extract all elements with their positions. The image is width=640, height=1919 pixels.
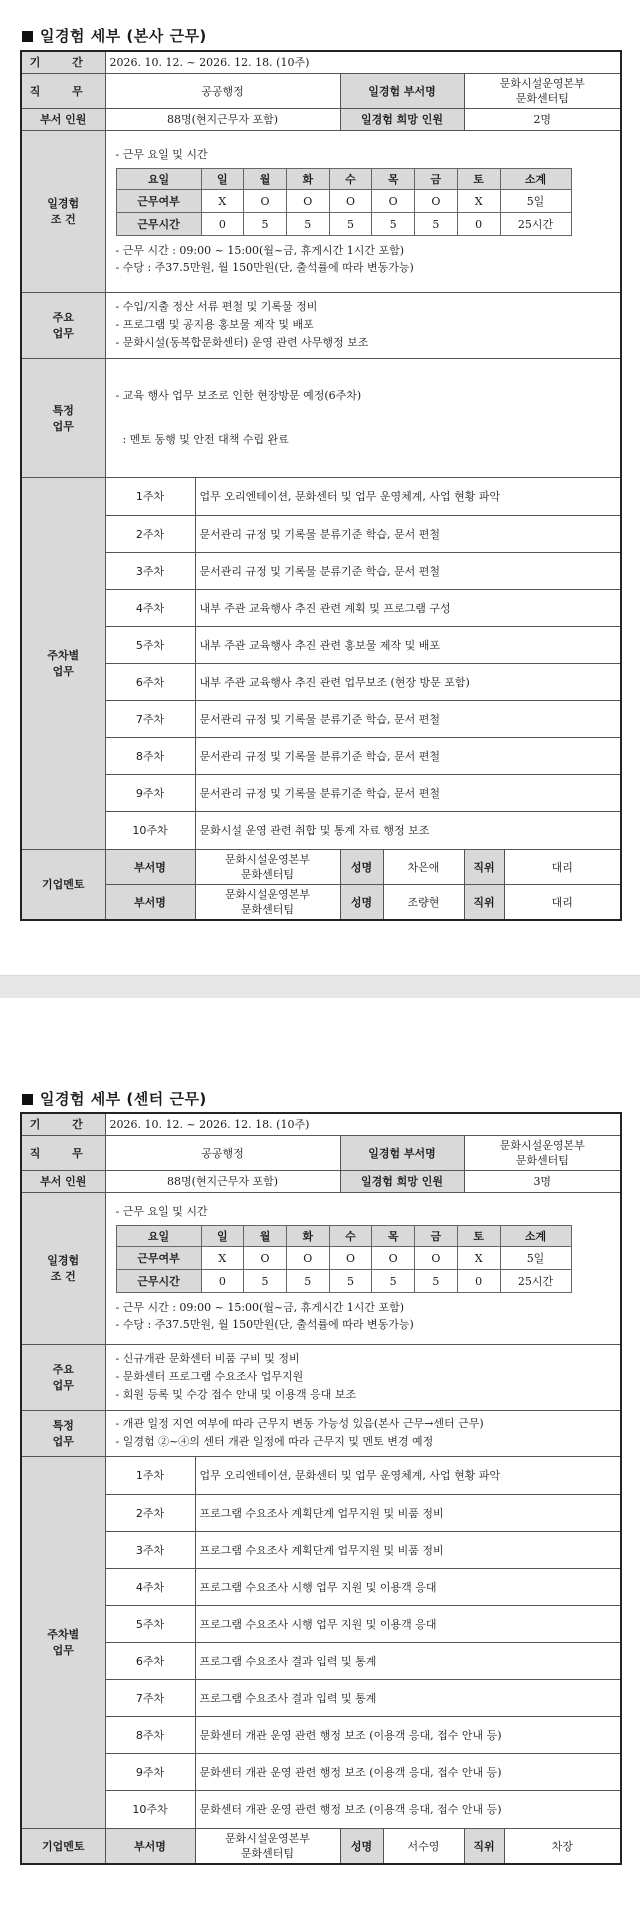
- special-duty-item: - 일경험 ②~④의 센터 개관 일정에 따라 근무지 및 멘토 변경 예정: [115, 1435, 434, 1448]
- schedule-cell: 25시간: [500, 213, 571, 236]
- mentor-label: 기업멘토: [21, 849, 105, 920]
- schedule-cell: 5일: [500, 1247, 571, 1270]
- table-row: [21, 1605, 621, 1642]
- week-number: 5주차: [105, 626, 195, 663]
- week-task: 문화센터 개관 운영 관련 행정 보조 (이용객 응대, 접수 안내 등): [195, 1716, 621, 1753]
- staff-value: 88명(현지근무자 포함): [105, 1170, 340, 1192]
- schedule-cell: 5: [372, 1270, 415, 1293]
- schedule-header: 금: [415, 1226, 458, 1247]
- week-number: 6주차: [105, 1642, 195, 1679]
- schedule-cell: 5: [286, 1270, 329, 1293]
- special-duty-item: - 개관 일정 지연 여부에 따라 근무지 변동 가능성 있음(본사 근무→센터 근무): [115, 1417, 484, 1430]
- week-task: 내부 주관 교육행사 추진 관련 계획 및 프로그램 구성: [195, 589, 621, 626]
- week-task: 프로그램 수요조사 결과 입력 및 통계: [195, 1642, 621, 1679]
- schedule-header: 목: [372, 169, 415, 190]
- want-value: 2명: [464, 108, 621, 130]
- schedule-cell: O: [329, 190, 372, 213]
- table-row: [21, 1790, 621, 1828]
- week-number: 10주차: [105, 811, 195, 849]
- period-label: 기 간: [21, 51, 105, 73]
- period-row: [21, 51, 621, 73]
- schedule-header: 월: [244, 169, 287, 190]
- table-row: [21, 700, 621, 737]
- week-number: 1주차: [105, 1456, 195, 1494]
- week-number: 4주차: [105, 1568, 195, 1605]
- schedule-cell: 5: [329, 1270, 372, 1293]
- dept-value: 문화시설운영본부 문화센터팀: [464, 1135, 621, 1170]
- week-task: 프로그램 수요조사 계획단계 업무지원 및 비품 정비: [195, 1531, 621, 1568]
- week-task: 프로그램 수요조사 시행 업무 지원 및 이용객 응대: [195, 1605, 621, 1642]
- condition-cell: [105, 1192, 621, 1344]
- mentor-pos-label: 직위: [464, 1828, 504, 1864]
- schedule-cell: O: [286, 190, 329, 213]
- table-row: [21, 552, 621, 589]
- square-bullet-icon: [22, 31, 33, 42]
- mentor-dept-label: 부서명: [105, 1828, 195, 1864]
- duty-label: 직 무: [21, 1135, 105, 1170]
- week-task: 문화시설 운영 관련 취합 및 통계 자료 행정 보조: [195, 811, 621, 849]
- schedule-table: [116, 1225, 572, 1293]
- week-number: 7주차: [105, 1679, 195, 1716]
- schedule-header: 목: [372, 1226, 415, 1247]
- schedule-header: 소계: [500, 169, 571, 190]
- staff-label: 부서 인원: [21, 108, 105, 130]
- main-duty-label: 주요 업무: [21, 1344, 105, 1410]
- schedule-header: 일: [201, 1226, 244, 1247]
- week-task: 프로그램 수요조사 계획단계 업무지원 및 비품 정비: [195, 1494, 621, 1531]
- weekly-label: 주차별 업무: [21, 1456, 105, 1828]
- schedule-cell: O: [244, 1247, 287, 1270]
- main-duty-item: - 수입/지출 정산 서류 편철 및 기록물 정비: [115, 300, 318, 313]
- main-duty-item: - 회원 등록 및 수강 접수 안내 및 이용객 응대 보조: [115, 1388, 357, 1401]
- mentor-name: 차은애: [407, 860, 440, 874]
- schedule-cell: O: [244, 190, 287, 213]
- mentor-dept-label: 부서명: [105, 849, 195, 884]
- mentor-name-label: 성명: [341, 850, 384, 884]
- schedule-cell: 5: [244, 213, 287, 236]
- schedule-cell: 0: [201, 1270, 244, 1293]
- mentor-dept: 문화시설운영본부 문화센터팀: [195, 849, 340, 884]
- main-duty-item: - 문화시설(동복합문화센터) 운영 관련 사무행정 보조: [115, 336, 369, 349]
- week-number: 8주차: [105, 737, 195, 774]
- table-row: [21, 663, 621, 700]
- schedule-cell: O: [372, 190, 415, 213]
- mentor-pos: 대리: [504, 849, 621, 884]
- week-task: 문서관리 규정 및 기록물 분류기준 학습, 문서 편철: [195, 552, 621, 589]
- week-task: 문화센터 개관 운영 관련 행정 보조 (이용객 응대, 접수 안내 등): [195, 1790, 621, 1828]
- main-duty-item: - 프로그램 및 공지용 홍보물 제작 및 배포: [115, 318, 314, 331]
- week-number: 2주차: [105, 515, 195, 552]
- dept-label: 일경험 부서명: [340, 1135, 464, 1170]
- mentor-name: 서수영: [407, 1839, 440, 1853]
- mentor-dept: 문화시설운영본부 문화센터팀: [195, 1828, 340, 1864]
- main-duty-label: 주요 업무: [21, 292, 105, 358]
- week-number: 3주차: [105, 552, 195, 589]
- schedule-table: [116, 168, 572, 236]
- schedule-cell: O: [415, 1247, 458, 1270]
- mentor-name-label: 성명: [341, 1829, 384, 1863]
- duty-label: 직 무: [21, 73, 105, 108]
- week-task: 내부 주관 교육행사 추진 관련 업무보조 (현장 방문 포함): [195, 663, 621, 700]
- schedule-cell: 25시간: [500, 1270, 571, 1293]
- staff-value: 88명(현지근무자 포함): [105, 108, 340, 130]
- schedule-header: 화: [286, 1226, 329, 1247]
- week-task: 업무 오리엔테이션, 문화센터 및 업무 운영체계, 사업 현황 파악: [195, 477, 621, 515]
- mentor-name-cell: [340, 849, 464, 884]
- schedule-cell: 0: [201, 213, 244, 236]
- staff-label: 부서 인원: [21, 1170, 105, 1192]
- special-duty-label: 특정 업무: [21, 358, 105, 477]
- schedule-cell: 5: [329, 213, 372, 236]
- week-number: 9주차: [105, 1753, 195, 1790]
- table-row: [21, 1716, 621, 1753]
- section-title: 일경험 세부 (본사 근무): [22, 25, 207, 46]
- period-value: 2026. 10. 12. ~ 2026. 12. 18. (10주): [105, 51, 621, 73]
- mentor-pos: 차장: [504, 1828, 621, 1864]
- table-row: [21, 1456, 621, 1494]
- week-number: 3주차: [105, 1531, 195, 1568]
- week-number: 2주차: [105, 1494, 195, 1531]
- special-duty-row: [21, 358, 621, 477]
- condition-row: [21, 130, 621, 292]
- schedule-cell: 5: [372, 213, 415, 236]
- schedule-row-label: 근무여부: [116, 190, 201, 213]
- special-duty-list: [105, 358, 621, 477]
- schedule-cell: O: [329, 1247, 372, 1270]
- week-number: 7주차: [105, 700, 195, 737]
- condition-time: - 근무 시간 : 09:00 ~ 15:00(월~금, 휴게시간 1시간 포함): [115, 1301, 405, 1314]
- duty-row: [21, 73, 621, 108]
- want-label: 일경험 희망 인원: [340, 1170, 464, 1192]
- table-row: [21, 1531, 621, 1568]
- period-label: 기 간: [21, 1113, 105, 1135]
- week-number: 8주차: [105, 1716, 195, 1753]
- main-duty-item: - 문화센터 프로그램 수요조사 업무지원: [115, 1370, 304, 1383]
- period-value: 2026. 10. 12. ~ 2026. 12. 18. (10주): [105, 1113, 621, 1135]
- weekly-label: 주차별 업무: [21, 477, 105, 849]
- week-number: 6주차: [105, 663, 195, 700]
- special-duty-label: 특정 업무: [21, 1410, 105, 1456]
- mentor-name-cell: [340, 1828, 464, 1864]
- week-number: 4주차: [105, 589, 195, 626]
- schedule-header: 화: [286, 169, 329, 190]
- schedule-header: 요일: [116, 1226, 201, 1247]
- schedule-header: 소계: [500, 1226, 571, 1247]
- week-task: 프로그램 수요조사 결과 입력 및 통계: [195, 1679, 621, 1716]
- schedule-cell: X: [201, 190, 244, 213]
- main-duty-item: - 신규개관 문화센터 비품 구비 및 정비: [115, 1352, 300, 1365]
- schedule-header: 수: [329, 1226, 372, 1247]
- week-task: 프로그램 수요조사 시행 업무 지원 및 이용객 응대: [195, 1568, 621, 1605]
- condition-pay: - 수당 : 주37.5만원, 월 150만원(단, 출석률에 따라 변동가능): [115, 261, 414, 274]
- schedule-cell: X: [457, 1247, 500, 1270]
- schedule-cell: X: [457, 190, 500, 213]
- schedule-cell: 0: [457, 1270, 500, 1293]
- page-2: [0, 998, 640, 1919]
- week-task: 문화센터 개관 운영 관련 행정 보조 (이용객 응대, 접수 안내 등): [195, 1753, 621, 1790]
- table-row: [21, 589, 621, 626]
- week-task: 업무 오리엔테이션, 문화센터 및 업무 운영체계, 사업 현황 파악: [195, 1456, 621, 1494]
- condition-heading: - 근무 요일 및 시간: [115, 1205, 208, 1218]
- mentor-pos-label: 직위: [464, 849, 504, 884]
- dept-value: 문화시설운영본부 문화센터팀: [464, 73, 621, 108]
- table-row: [21, 1679, 621, 1716]
- square-bullet-icon: [22, 1094, 33, 1105]
- schedule-header: 월: [244, 1226, 287, 1247]
- mentor-row: [21, 884, 621, 920]
- week-task: 문서관리 규정 및 기록물 분류기준 학습, 문서 편철: [195, 774, 621, 811]
- period-row: [21, 1113, 621, 1135]
- condition-heading: - 근무 요일 및 시간: [115, 148, 208, 161]
- week-number: 10주차: [105, 1790, 195, 1828]
- main-duty-row: [21, 1344, 621, 1410]
- section-title: 일경험 세부 (센터 근무): [22, 1088, 207, 1109]
- dept-label: 일경험 부서명: [340, 73, 464, 108]
- week-task: 문서관리 규정 및 기록물 분류기준 학습, 문서 편철: [195, 737, 621, 774]
- schedule-header: 금: [415, 169, 458, 190]
- table-row: [21, 1753, 621, 1790]
- week-number: 1주차: [105, 477, 195, 515]
- week-task: 문서관리 규정 및 기록물 분류기준 학습, 문서 편철: [195, 700, 621, 737]
- schedule-row-label: 근무여부: [116, 1247, 201, 1270]
- table-row: [21, 1568, 621, 1605]
- schedule-row-label: 근무시간: [116, 213, 201, 236]
- mentor-dept: 문화시설운영본부 문화센터팀: [195, 884, 340, 920]
- staff-row: [21, 108, 621, 130]
- detail-table: [20, 1112, 622, 1865]
- table-row: [21, 774, 621, 811]
- schedule-row-label: 근무시간: [116, 1270, 201, 1293]
- page-separator: [0, 975, 640, 999]
- week-task: 내부 주관 교육행사 추진 관련 홍보물 제작 및 배포: [195, 626, 621, 663]
- schedule-header: 토: [457, 1226, 500, 1247]
- mentor-pos-label: 직위: [464, 884, 504, 920]
- week-number: 5주차: [105, 1605, 195, 1642]
- mentor-name: 조량현: [407, 895, 440, 909]
- duty-value: 공공행정: [105, 1135, 340, 1170]
- want-label: 일경험 희망 인원: [340, 108, 464, 130]
- table-row: [21, 515, 621, 552]
- table-row: [21, 737, 621, 774]
- schedule-cell: O: [415, 190, 458, 213]
- mentor-pos: 대리: [504, 884, 621, 920]
- schedule-header: 요일: [116, 169, 201, 190]
- condition-time: - 근무 시간 : 09:00 ~ 15:00(월~금, 휴게시간 1시간 포함): [115, 244, 405, 257]
- condition-label: 일경험 조 건: [21, 130, 105, 292]
- main-duty-list: [105, 292, 621, 358]
- schedule-header: 수: [329, 169, 372, 190]
- condition-row: [21, 1192, 621, 1344]
- detail-table: [20, 50, 622, 921]
- mentor-name-cell: [340, 884, 464, 920]
- table-row: [21, 1642, 621, 1679]
- staff-row: [21, 1170, 621, 1192]
- condition-label: 일경험 조 건: [21, 1192, 105, 1344]
- table-row: [21, 626, 621, 663]
- condition-pay: - 수당 : 주37.5만원, 월 150만원(단, 출석률에 따라 변동가능): [115, 1318, 414, 1331]
- condition-cell: [105, 130, 621, 292]
- table-row: [21, 1494, 621, 1531]
- mentor-label: 기업멘토: [21, 1828, 105, 1864]
- schedule-cell: X: [201, 1247, 244, 1270]
- special-duty-item: - 교육 행사 업무 보조로 인한 현장방문 예정(6주차): [115, 388, 362, 402]
- week-task: 문서관리 규정 및 기록물 분류기준 학습, 문서 편철: [195, 515, 621, 552]
- main-duty-list: [105, 1344, 621, 1410]
- week-number: 9주차: [105, 774, 195, 811]
- schedule-cell: O: [372, 1247, 415, 1270]
- duty-value: 공공행정: [105, 73, 340, 108]
- want-value: 3명: [464, 1170, 621, 1192]
- special-duty-row: [21, 1410, 621, 1456]
- schedule-cell: 5: [286, 213, 329, 236]
- schedule-cell: 5: [244, 1270, 287, 1293]
- schedule-cell: 5: [415, 213, 458, 236]
- schedule-cell: 0: [457, 213, 500, 236]
- schedule-cell: 5일: [500, 190, 571, 213]
- mentor-name-label: 성명: [341, 885, 384, 919]
- special-duty-item: : 멘토 동행 및 안전 대책 수립 완료: [115, 432, 289, 446]
- table-row: [21, 811, 621, 849]
- duty-row: [21, 1135, 621, 1170]
- schedule-cell: 5: [415, 1270, 458, 1293]
- schedule-header: 일: [201, 169, 244, 190]
- main-duty-row: [21, 292, 621, 358]
- special-duty-list: [105, 1410, 621, 1456]
- mentor-row: [21, 1828, 621, 1864]
- schedule-cell: O: [286, 1247, 329, 1270]
- mentor-dept-label: 부서명: [105, 884, 195, 920]
- schedule-header: 토: [457, 169, 500, 190]
- table-row: [21, 477, 621, 515]
- mentor-row: [21, 849, 621, 884]
